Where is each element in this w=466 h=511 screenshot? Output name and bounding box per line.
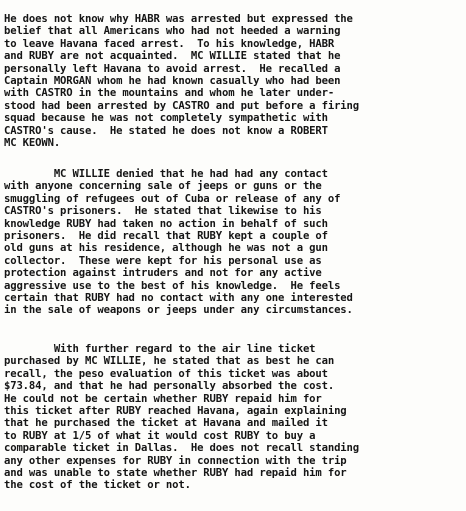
text-line: comparable ticket in Dallas. He does not recall standing [4, 442, 359, 455]
text-line: with CASTRO in the mountains and whom he later under- [4, 87, 335, 100]
paragraph-habr-arrest [4, 13, 464, 149]
text-line: smuggling of refugees out of Cuba or release of any of [4, 192, 341, 205]
text-line: in the sale of weapons or jeeps under any circumstances. [4, 304, 353, 317]
text-line: belief that all Americans who had not heeded a warning [4, 25, 341, 38]
text-line: $73.84, and that he had personally absorbed the cost. [4, 380, 335, 393]
text-line: recall, the peso evaluation of this ticket was about [4, 367, 328, 380]
text-line: protection against intruders and not for any active [4, 267, 322, 280]
text-line: He does not know why HABR was arrested but expressed the [4, 13, 353, 25]
text-line: to RUBY at 1/5 of what it would cost RUBY to buy a [4, 429, 316, 442]
text-line: certain that RUBY had no contact with any one interested [4, 291, 353, 304]
paragraph-airline-ticket [4, 343, 464, 492]
text-line: any other expenses for RUBY in connection with the trip [4, 454, 347, 467]
text-line: that he purchased the ticket at Havana and mailed it [4, 417, 328, 430]
text-line: this ticket after RUBY reached Havana, again explaining [4, 404, 347, 417]
text-line: MC WILLIE denied that he had had any contact [4, 168, 328, 180]
text-line: Captain MORGAN whom he had known casually who had been [4, 74, 341, 87]
text-line: MC KEOWN. [4, 136, 61, 149]
text-line: squad because he was not completely sympathetic with [4, 112, 328, 125]
text-line: collector. These were kept for his personal use as [4, 254, 322, 267]
text-line: CASTRO's cause. He stated he does not know a ROBERT [4, 124, 328, 137]
text-line: to leave Havana faced arrest. To his knowledge, HABR [4, 37, 335, 50]
text-line: He could not be certain whether RUBY repaid him for [4, 392, 322, 405]
text-line: the cost of the ticket or not. [4, 479, 191, 492]
text-line: prisoners. He did recall that RUBY kept a couple of [4, 229, 328, 242]
text-line: CASTRO's prisoners. He stated that likewise to his [4, 205, 322, 218]
text-line: with anyone concerning sale of jeeps or guns or the [4, 180, 322, 193]
text-line: and RUBY are not acquainted. MC WILLIE stated that he [4, 50, 341, 63]
text-line: With further regard to the air line ticket [4, 343, 316, 355]
text-line: purchased by MC WILLIE, he stated that as best he can [4, 355, 335, 368]
text-line: knowledge RUBY had taken no action in behalf of such [4, 217, 328, 230]
text-line: personally left Havana to avoid arrest. He recalled a [4, 62, 341, 75]
text-line: stood had been arrested by CASTRO and put before a firing [4, 99, 359, 112]
paragraph-contacts-denial [4, 168, 464, 317]
text-line: old guns at his residence, although he was not a gun [4, 242, 328, 255]
text-line: aggressive use to the best of his knowledge. He feels [4, 279, 341, 292]
text-line: and was unable to state whether RUBY had repaid him for [4, 466, 347, 479]
